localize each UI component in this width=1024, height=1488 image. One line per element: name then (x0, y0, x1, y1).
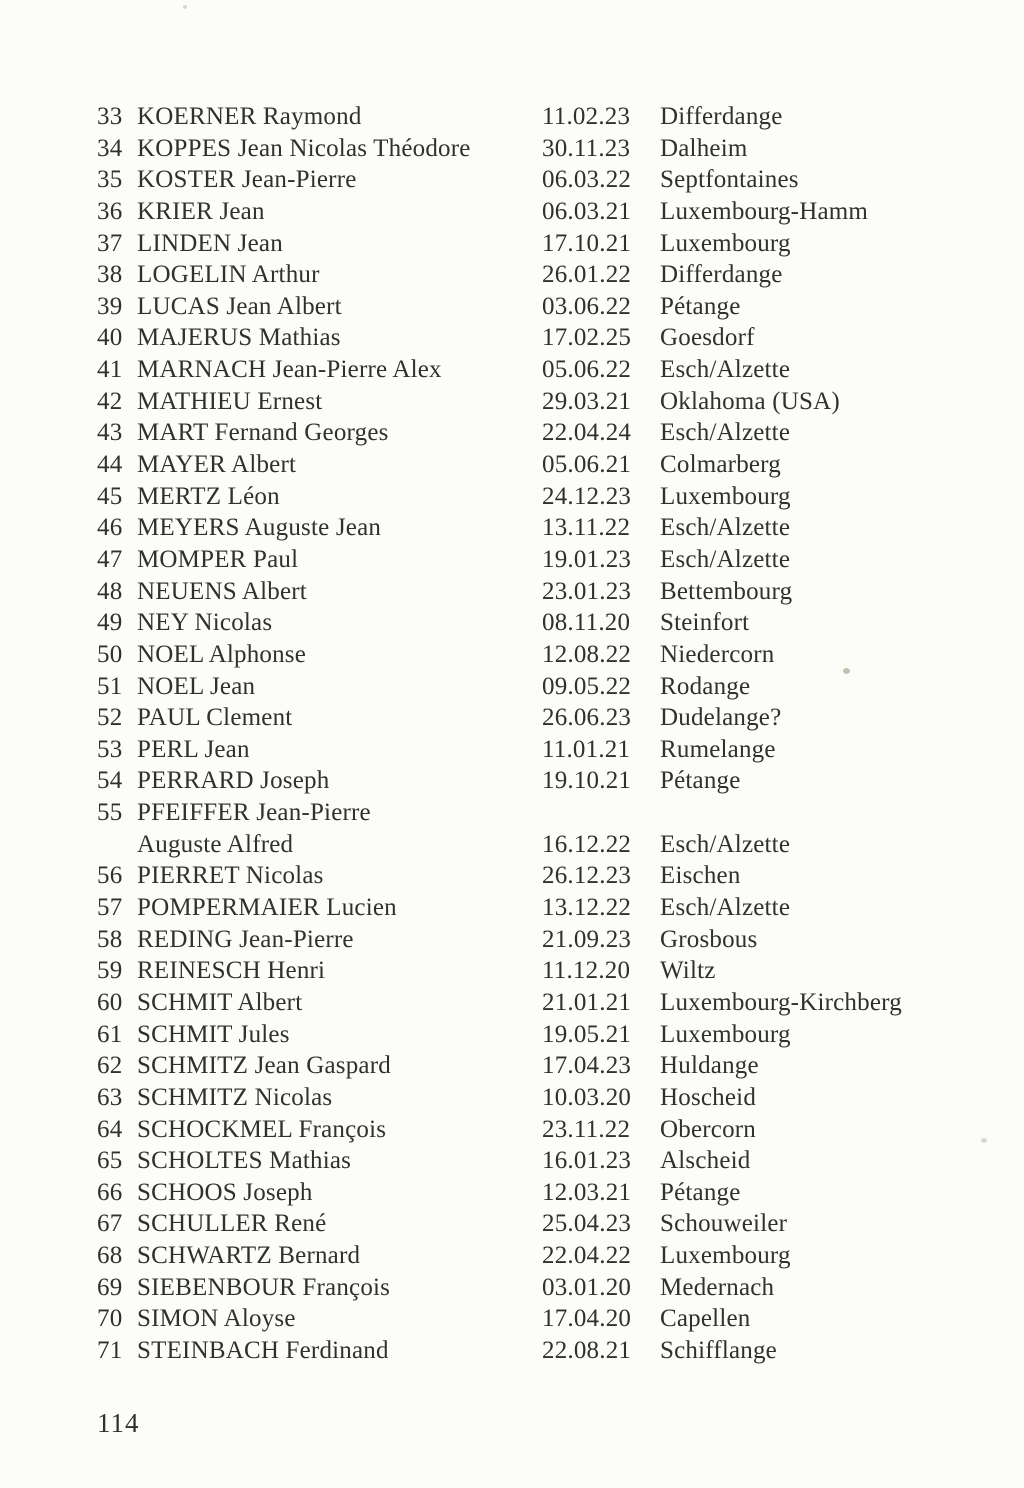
entry-name: MATHIEU Ernest (137, 387, 323, 415)
entry-place: Luxembourg-Kirchberg (660, 988, 902, 1016)
entry-date: 06.03.21 (542, 197, 632, 225)
entry-name: NEY Nicolas (137, 609, 273, 637)
entry-number: 40 (97, 324, 123, 352)
entry-number: 71 (97, 1336, 123, 1364)
entry-number: 59 (97, 957, 123, 985)
entry-place: Pétange (660, 1178, 741, 1206)
roster-row (97, 322, 994, 354)
entry-number: 37 (97, 229, 123, 257)
entry-number: 38 (97, 261, 123, 289)
entry-name: PERRARD Joseph (137, 767, 330, 795)
entry-name: NEUENS Albert (137, 577, 307, 605)
entry-name: SCHMITZ Nicolas (137, 1083, 333, 1111)
roster-row (97, 924, 994, 956)
entry-name: SCHULLER René (137, 1210, 327, 1238)
entry-date: 03.01.20 (542, 1273, 632, 1301)
entry-date: 17.04.20 (542, 1305, 632, 1333)
entry-place: Pétange (660, 292, 741, 320)
entry-number: 61 (97, 1020, 123, 1048)
entry-place: Medernach (660, 1273, 775, 1301)
entry-number: 64 (97, 1115, 123, 1143)
entry-date: 23.11.22 (542, 1115, 631, 1143)
entry-date: 17.02.25 (542, 324, 632, 352)
entry-number: 58 (97, 925, 123, 953)
entry-number: 53 (97, 735, 123, 763)
entry-date: 30.11.23 (542, 134, 631, 162)
entry-number: 51 (97, 672, 123, 700)
entry-date: 23.01.23 (542, 577, 632, 605)
entry-name: MART Fernand Georges (137, 419, 389, 447)
entry-number: 54 (97, 767, 123, 795)
entry-place: Esch/Alzette (660, 514, 791, 542)
entry-number: 52 (97, 704, 123, 732)
roster-row (97, 639, 994, 671)
entry-name: SCHOOS Joseph (137, 1178, 313, 1206)
entry-name: LINDEN Jean (137, 229, 283, 257)
roster-row (97, 544, 994, 576)
entry-name: PFEIFFER Jean-Pierre (137, 799, 371, 827)
roster-row (97, 417, 994, 449)
entry-name: STEINBACH Ferdinand (137, 1336, 389, 1364)
roster-list (97, 101, 994, 1367)
entry-place: Wiltz (660, 957, 716, 985)
entry-number: 50 (97, 640, 123, 668)
entry-name: POMPERMAIER Lucien (137, 894, 397, 922)
entry-number: 34 (97, 134, 123, 162)
entry-place: Alscheid (660, 1147, 751, 1175)
entry-name: MAYER Albert (137, 451, 297, 479)
entry-date: 17.10.21 (542, 229, 632, 257)
entry-name: KOPPES Jean Nicolas Théodore (137, 134, 471, 162)
entry-place: Esch/Alzette (660, 419, 791, 447)
entry-date: 05.06.22 (542, 356, 632, 384)
entry-date: 12.03.21 (542, 1178, 632, 1206)
entry-place: Luxembourg (660, 1242, 791, 1270)
entry-name: SIMON Aloyse (137, 1305, 296, 1333)
entry-number: 67 (97, 1210, 123, 1238)
roster-row (97, 354, 994, 386)
entry-name: SCHMIT Albert (137, 988, 303, 1016)
entry-name: LOGELIN Arthur (137, 261, 320, 289)
entry-number: 65 (97, 1147, 123, 1175)
entry-number: 45 (97, 482, 123, 510)
roster-row (97, 1114, 994, 1146)
entry-number: 41 (97, 356, 123, 384)
entry-place: Colmarberg (660, 451, 781, 479)
scan-speck (183, 5, 187, 9)
entry-place: Differdange (660, 261, 783, 289)
roster-row (97, 164, 994, 196)
entry-place: Esch/Alzette (660, 356, 791, 384)
entry-name: SCHMIT Jules (137, 1020, 290, 1048)
entry-date: 19.01.23 (542, 545, 632, 573)
roster-row (97, 829, 994, 861)
roster-row (97, 133, 994, 165)
entry-date: 22.04.24 (542, 419, 632, 447)
entry-date: 26.12.23 (542, 862, 632, 890)
roster-row (97, 765, 994, 797)
entry-date: 17.04.23 (542, 1052, 632, 1080)
entry-date: 19.05.21 (542, 1020, 632, 1048)
entry-number: 39 (97, 292, 123, 320)
entry-date: 05.06.21 (542, 451, 632, 479)
entry-place: Rodange (660, 672, 751, 700)
entry-date (542, 797, 660, 829)
entry-name: SCHOCKMEL François (137, 1115, 387, 1143)
entry-place: Luxembourg (660, 482, 791, 510)
entry-place: Esch/Alzette (660, 545, 791, 573)
page-number: 114 (97, 1408, 140, 1438)
entry-date: 13.11.22 (542, 514, 631, 542)
entry-date: 16.01.23 (542, 1147, 632, 1175)
entry-date: 11.02.23 (542, 103, 631, 130)
entry-name: KOERNER Raymond (137, 103, 362, 130)
entry-place: Luxembourg (660, 229, 791, 257)
roster-row (97, 1272, 994, 1304)
roster-row (97, 1177, 994, 1209)
entry-name: MARNACH Jean-Pierre Alex (137, 356, 442, 384)
entry-number: 47 (97, 545, 123, 573)
entry-name: MOMPER Paul (137, 545, 299, 573)
entry-date: 13.12.22 (542, 894, 632, 922)
entry-date: 10.03.20 (542, 1083, 632, 1111)
entry-name: SIEBENBOUR François (137, 1273, 391, 1301)
roster-row (97, 892, 994, 924)
entry-date: 06.03.22 (542, 166, 632, 194)
entry-place: Rumelange (660, 735, 776, 763)
roster-row (97, 259, 994, 291)
entry-place (660, 797, 994, 829)
entry-place: Niedercorn (660, 640, 775, 668)
entry-place: Dudelange? (660, 704, 782, 732)
entry-place: Oklahoma (USA) (660, 387, 840, 415)
entry-number: 33 (97, 103, 123, 130)
roster-row (97, 576, 994, 608)
entry-place: Capellen (660, 1305, 751, 1333)
entry-number: 43 (97, 419, 123, 447)
entry-name: REINESCH Henri (137, 957, 326, 985)
roster-row (97, 1303, 994, 1335)
entry-number: 36 (97, 197, 123, 225)
entry-date: 21.09.23 (542, 925, 632, 953)
entry-number: 57 (97, 894, 123, 922)
entry-date: 25.04.23 (542, 1210, 632, 1238)
entry-name: PERL Jean (137, 735, 250, 763)
entry-number: 70 (97, 1305, 123, 1333)
roster-row (97, 1082, 994, 1114)
entry-place: Steinfort (660, 609, 750, 637)
entry-place: Obercorn (660, 1115, 756, 1143)
entry-name: REDING Jean-Pierre (137, 925, 354, 953)
entry-place: Goesdorf (660, 324, 755, 352)
entry-date: 26.01.22 (542, 261, 632, 289)
entry-place: Schifflange (660, 1336, 777, 1364)
entry-name: MEYERS Auguste Jean (137, 514, 382, 542)
entry-name: KOSTER Jean-Pierre (137, 166, 357, 194)
roster-row (97, 734, 994, 766)
entry-place: Schouweiler (660, 1210, 788, 1238)
entry-place: Bettembourg (660, 577, 793, 605)
entry-place: Huldange (660, 1052, 759, 1080)
roster-row (97, 101, 994, 133)
entry-number: 55 (97, 799, 123, 827)
entry-place: Septfontaines (660, 166, 799, 194)
entry-date: 11.01.21 (542, 735, 631, 763)
entry-name: KRIER Jean (137, 197, 265, 225)
roster-row (97, 1050, 994, 1082)
entry-date: 11.12.20 (542, 957, 631, 985)
entry-name: NOEL Jean (137, 672, 256, 700)
entry-number: 69 (97, 1273, 123, 1301)
roster-row (97, 386, 994, 418)
roster-row (97, 481, 994, 513)
entry-place: Hoscheid (660, 1083, 757, 1111)
entry-date: 21.01.21 (542, 988, 632, 1016)
entry-date: 16.12.22 (542, 830, 632, 858)
entry-name: SCHOLTES Mathias (137, 1147, 352, 1175)
entry-place: Esch/Alzette (660, 830, 791, 858)
entry-name: PIERRET Nicolas (137, 862, 324, 890)
entry-date: 22.04.22 (542, 1242, 632, 1270)
entry-name: Auguste Alfred (137, 830, 294, 858)
roster-row (97, 1145, 994, 1177)
entry-date: 24.12.23 (542, 482, 632, 510)
roster-row (97, 228, 994, 260)
roster-row (97, 955, 994, 987)
entry-place: Dalheim (660, 134, 748, 162)
entry-name: PAUL Clement (137, 704, 293, 732)
entry-number: 68 (97, 1242, 123, 1270)
roster-row (97, 196, 994, 228)
entry-place: Eischen (660, 862, 741, 890)
entry-name: SCHWARTZ Bernard (137, 1242, 361, 1270)
entry-place: Differdange (660, 103, 783, 130)
entry-number: 48 (97, 577, 123, 605)
entry-number: 35 (97, 166, 123, 194)
entry-number: 44 (97, 451, 123, 479)
entry-name: MAJERUS Mathias (137, 324, 341, 352)
entry-date: 12.08.22 (542, 640, 632, 668)
scan-speck (843, 668, 850, 674)
roster-row (97, 797, 994, 829)
entry-name: LUCAS Jean Albert (137, 292, 342, 320)
entry-number: 42 (97, 387, 123, 415)
scan-speck (981, 1138, 987, 1143)
entry-number: 49 (97, 609, 123, 637)
entry-number: 63 (97, 1083, 123, 1111)
roster-row (97, 607, 994, 639)
entry-number (97, 829, 137, 861)
entry-place: Esch/Alzette (660, 894, 791, 922)
entry-name: MERTZ Léon (137, 482, 280, 510)
entry-date: 09.05.22 (542, 672, 632, 700)
entry-date: 03.06.22 (542, 292, 632, 320)
entry-place: Luxembourg-Hamm (660, 197, 869, 225)
entry-number: 46 (97, 514, 123, 542)
roster-row (97, 512, 994, 544)
roster-row (97, 449, 994, 481)
entry-name: SCHMITZ Jean Gaspard (137, 1052, 391, 1080)
entry-place: Grosbous (660, 925, 758, 953)
entry-date: 22.08.21 (542, 1336, 632, 1364)
entry-date: 29.03.21 (542, 387, 632, 415)
entry-date: 08.11.20 (542, 609, 631, 637)
entry-number: 60 (97, 988, 123, 1016)
entry-number: 62 (97, 1052, 123, 1080)
entry-name: NOEL Alphonse (137, 640, 307, 668)
roster-row (97, 1240, 994, 1272)
roster-row (97, 291, 994, 323)
entry-place: Pétange (660, 767, 741, 795)
entry-number: 56 (97, 862, 123, 890)
roster-row (97, 702, 994, 734)
roster-row (97, 671, 994, 703)
entry-date: 26.06.23 (542, 704, 632, 732)
roster-row (97, 1208, 994, 1240)
entry-number: 66 (97, 1178, 123, 1206)
roster-row (97, 987, 994, 1019)
entry-place: Luxembourg (660, 1020, 791, 1048)
roster-row (97, 1335, 994, 1367)
entry-date: 19.10.21 (542, 767, 632, 795)
roster-row (97, 860, 994, 892)
roster-row (97, 1019, 994, 1051)
